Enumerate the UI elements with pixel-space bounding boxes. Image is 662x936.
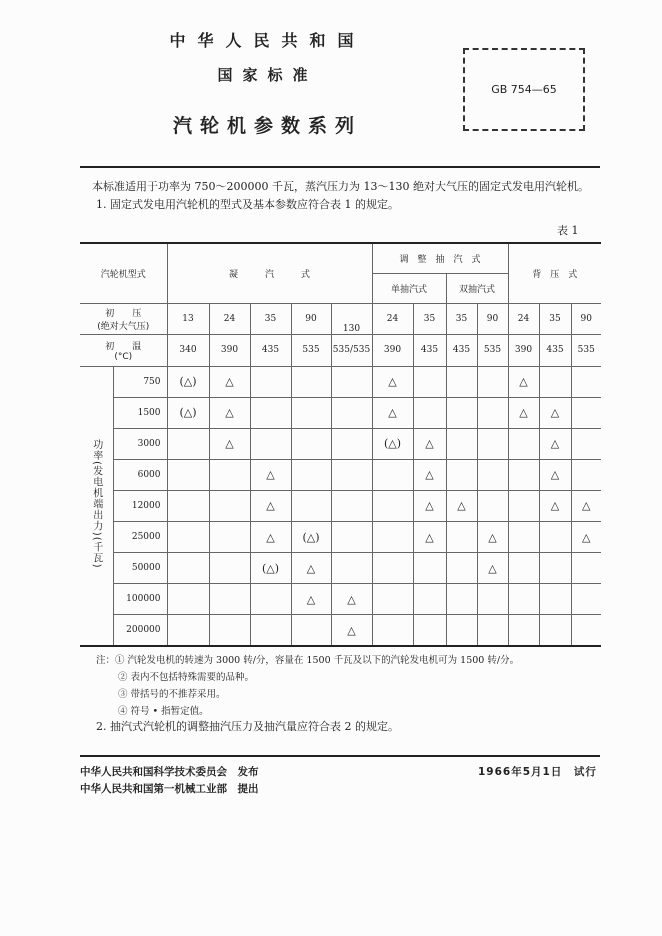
- mark-cell: △: [372, 397, 413, 428]
- mark-cell: △: [413, 459, 446, 490]
- standard-code: GB 754—65: [491, 83, 557, 96]
- mark-cell: [372, 553, 413, 584]
- mark-cell: [508, 428, 539, 459]
- single-extraction-header: 单抽汽式: [372, 273, 446, 303]
- mark-cell: [571, 397, 601, 428]
- mark-cell: [539, 584, 571, 615]
- mark-cell: △: [372, 366, 413, 397]
- mark-cell: △: [250, 490, 291, 521]
- mark-cell: [413, 366, 446, 397]
- mark-cell: [331, 397, 372, 428]
- pressure-cell: 13: [167, 303, 209, 334]
- mark-cell: [477, 615, 508, 646]
- pressure-cell: 24: [372, 303, 413, 334]
- note-item: 注：① 汽轮发电机的转速为 3000 转/分，容量在 1500 千瓦及以下的汽轮发电机可为 1500 转/分。: [96, 655, 520, 666]
- pressure-cell: 35: [413, 303, 446, 334]
- mark-cell: [372, 584, 413, 615]
- mark-cell: (△): [167, 366, 209, 397]
- mark-cell: [477, 397, 508, 428]
- pressure-label: 初 压 (绝对大气压): [80, 303, 167, 334]
- table-label: 表 1: [557, 224, 579, 237]
- table-row: [80, 521, 601, 552]
- mark-cell: △: [477, 553, 508, 584]
- mark-cell: △: [209, 366, 250, 397]
- table-row: [80, 366, 601, 397]
- footer-rule: [80, 755, 600, 757]
- power-cell: 6000: [113, 459, 167, 490]
- mark-cell: [167, 615, 209, 646]
- mark-cell: △: [291, 584, 331, 615]
- temperature-cell: 535/535: [331, 334, 372, 366]
- mark-cell: △: [571, 521, 601, 552]
- mark-cell: [413, 397, 446, 428]
- mark-cell: [167, 459, 209, 490]
- mark-cell: [446, 397, 477, 428]
- mark-cell: (△): [250, 553, 291, 584]
- temperature-cell: 535: [291, 334, 331, 366]
- condensing-header: 凝 汽 式: [167, 243, 372, 303]
- document-title: 汽轮机参数系列: [172, 115, 362, 137]
- mark-cell: [167, 490, 209, 521]
- mark-cell: △: [331, 584, 372, 615]
- temperature-cell: 535: [571, 334, 601, 366]
- table-row: [80, 459, 601, 490]
- mark-cell: △: [209, 397, 250, 428]
- mark-cell: △: [539, 490, 571, 521]
- table-row: [80, 428, 601, 459]
- mark-cell: [167, 584, 209, 615]
- mark-cell: [571, 615, 601, 646]
- mark-cell: △: [508, 366, 539, 397]
- temperature-cell: 390: [209, 334, 250, 366]
- mark-cell: [167, 428, 209, 459]
- temperature-cell: 435: [413, 334, 446, 366]
- mark-cell: [331, 366, 372, 397]
- mark-cell: [446, 428, 477, 459]
- mark-cell: [477, 584, 508, 615]
- header-rule: [80, 166, 600, 168]
- mark-cell: [331, 490, 372, 521]
- mark-cell: △: [571, 490, 601, 521]
- extraction-header: 调 整 抽 汽 式: [372, 243, 508, 273]
- proposer: 中华人民共和国第一机械工业部 提出: [80, 783, 259, 795]
- mark-cell: [291, 366, 331, 397]
- mark-cell: [372, 490, 413, 521]
- mark-cell: [508, 490, 539, 521]
- pressure-cell: 90: [291, 303, 331, 334]
- mark-cell: [250, 615, 291, 646]
- mark-cell: [372, 459, 413, 490]
- temperature-cell: 535: [477, 334, 508, 366]
- mark-cell: [209, 459, 250, 490]
- country-heading: 中华人民共和国: [169, 31, 366, 50]
- mark-cell: [413, 553, 446, 584]
- table-row: [80, 553, 601, 584]
- mark-cell: △: [413, 490, 446, 521]
- mark-cell: [446, 584, 477, 615]
- mark-cell: [477, 459, 508, 490]
- mark-cell: [331, 521, 372, 552]
- mark-cell: △: [446, 490, 477, 521]
- power-cell: 12000: [113, 490, 167, 521]
- mark-cell: [291, 459, 331, 490]
- power-cell: 200000: [113, 615, 167, 646]
- table-row: [80, 584, 601, 615]
- mark-cell: [250, 397, 291, 428]
- power-cell: 3000: [113, 428, 167, 459]
- temperature-cell: 390: [508, 334, 539, 366]
- pressure-cell: 90: [571, 303, 601, 334]
- mark-cell: [477, 490, 508, 521]
- table-row: [80, 397, 601, 428]
- mark-cell: [539, 553, 571, 584]
- mark-cell: [571, 459, 601, 490]
- parameter-table: [80, 242, 601, 647]
- temperature-cell: 435: [539, 334, 571, 366]
- mark-cell: [508, 521, 539, 552]
- effective-date: 1966年5月1日 试行: [478, 766, 597, 778]
- mark-cell: △: [539, 428, 571, 459]
- mark-cell: [571, 584, 601, 615]
- temperature-cell: 390: [372, 334, 413, 366]
- power-cell: 750: [113, 366, 167, 397]
- type-header: 汽轮机型式: [80, 243, 167, 303]
- mark-cell: [413, 615, 446, 646]
- mark-cell: [372, 521, 413, 552]
- mark-cell: [291, 490, 331, 521]
- mark-cell: (△): [372, 428, 413, 459]
- mark-cell: [167, 553, 209, 584]
- mark-cell: △: [413, 521, 446, 552]
- note-item: ④ 符号 • 指暂定值。: [118, 706, 209, 717]
- pressure-cell: 24: [508, 303, 539, 334]
- mark-cell: △: [331, 615, 372, 646]
- mark-cell: [291, 397, 331, 428]
- pressure-cell: 90: [477, 303, 508, 334]
- mark-cell: (△): [291, 521, 331, 552]
- mark-cell: [209, 553, 250, 584]
- mark-cell: [571, 366, 601, 397]
- mark-cell: [413, 584, 446, 615]
- pressure-cell: 35: [250, 303, 291, 334]
- mark-cell: [250, 366, 291, 397]
- power-cell: 25000: [113, 521, 167, 552]
- pressure-cell: 24: [209, 303, 250, 334]
- power-cell: 100000: [113, 584, 167, 615]
- mark-cell: [250, 428, 291, 459]
- clause-1: 1. 固定式发电用汽轮机的型式及基本参数应符合表 1 的规定。: [96, 198, 399, 211]
- note-item: ② 表内不包括特殊需要的品种。: [118, 672, 255, 683]
- mark-cell: [331, 428, 372, 459]
- double-extraction-header: 双抽汽式: [446, 273, 508, 303]
- mark-cell: [508, 459, 539, 490]
- issuer: 中华人民共和国科学技术委员会 发布: [80, 766, 259, 778]
- mark-cell: [209, 584, 250, 615]
- mark-cell: [446, 366, 477, 397]
- mark-cell: △: [250, 459, 291, 490]
- pressure-cell: 130: [331, 303, 372, 334]
- power-axis-label: [80, 366, 113, 646]
- mark-cell: [539, 615, 571, 646]
- power-cell: 50000: [113, 553, 167, 584]
- mark-cell: [331, 553, 372, 584]
- mark-cell: [291, 615, 331, 646]
- temperature-label: 初 温 (°C): [80, 334, 167, 366]
- mark-cell: [508, 615, 539, 646]
- mark-cell: [477, 428, 508, 459]
- mark-cell: [477, 366, 508, 397]
- mark-cell: [167, 521, 209, 552]
- temperature-cell: 435: [446, 334, 477, 366]
- mark-cell: [250, 584, 291, 615]
- table-row: [80, 615, 601, 646]
- mark-cell: [446, 615, 477, 646]
- mark-cell: [331, 459, 372, 490]
- category-heading: 国家标准: [217, 66, 318, 84]
- mark-cell: [209, 615, 250, 646]
- mark-cell: [571, 428, 601, 459]
- mark-cell: △: [539, 459, 571, 490]
- backpressure-header: 背 压 式: [508, 243, 601, 303]
- mark-cell: △: [209, 428, 250, 459]
- table-row: [80, 490, 601, 521]
- power-cell: 1500: [113, 397, 167, 428]
- mark-cell: [539, 366, 571, 397]
- standard-code-box: [463, 48, 585, 131]
- mark-cell: [539, 521, 571, 552]
- mark-cell: [291, 428, 331, 459]
- mark-cell: △: [291, 553, 331, 584]
- mark-cell: [372, 615, 413, 646]
- note-item: ③ 带括号的不推荐采用。: [118, 689, 226, 700]
- mark-cell: [446, 459, 477, 490]
- power-axis-text: 功率(发电机端出力)(千瓦): [90, 439, 102, 569]
- mark-cell: [508, 584, 539, 615]
- temperature-cell: 435: [250, 334, 291, 366]
- intro-text: 本标准适用于功率为 750～200000 千瓦，蒸汽压力为 13～130 绝对大气压的固定式发电用汽轮机。: [92, 180, 589, 193]
- mark-cell: △: [539, 397, 571, 428]
- clause-2: 2. 抽汽式汽轮机的调整抽汽压力及抽汽量应符合表 2 的规定。: [96, 720, 399, 733]
- mark-cell: △: [250, 521, 291, 552]
- temperature-cell: 340: [167, 334, 209, 366]
- mark-cell: [209, 490, 250, 521]
- mark-cell: [209, 521, 250, 552]
- pressure-cell: 35: [539, 303, 571, 334]
- mark-cell: [446, 553, 477, 584]
- mark-cell: △: [508, 397, 539, 428]
- pressure-cell: 35: [446, 303, 477, 334]
- mark-cell: (△): [167, 397, 209, 428]
- mark-cell: [508, 553, 539, 584]
- mark-cell: [446, 521, 477, 552]
- mark-cell: [571, 553, 601, 584]
- mark-cell: △: [477, 521, 508, 552]
- mark-cell: △: [413, 428, 446, 459]
